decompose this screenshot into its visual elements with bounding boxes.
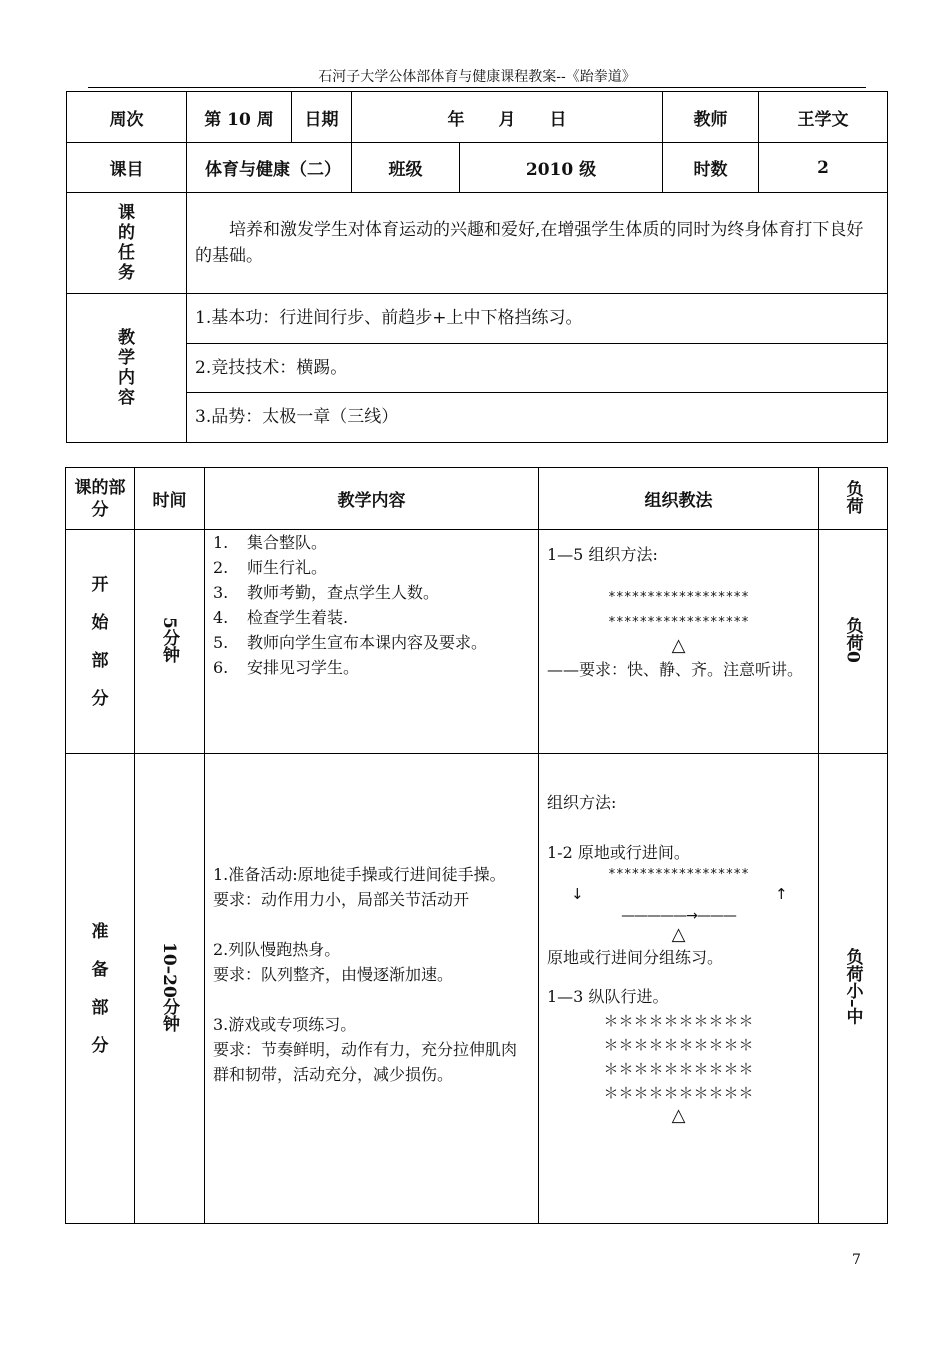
date-value: 年 月 日 — [352, 92, 663, 143]
week-label: 周次 — [67, 92, 187, 143]
teacher-triangle-icon: △ — [671, 924, 686, 945]
arrow-up-icon: ↑ — [775, 885, 788, 903]
header-part: 课的部分 — [66, 468, 135, 530]
running-path-line: —————→——— — [621, 908, 736, 924]
list-item: 6. 安排见习学生。 — [213, 658, 360, 677]
running-loop — [547, 885, 810, 907]
prep-time — [135, 754, 205, 1224]
task-label-char: 务 — [118, 263, 135, 283]
content-label-char: 内 — [118, 368, 135, 388]
header-content: 教学内容 — [205, 468, 539, 530]
content-label-char: 容 — [118, 388, 135, 408]
start-part-char: 分 — [91, 688, 109, 709]
prep-method — [539, 754, 819, 1224]
prep-content-1: 1.准备活动:原地徒手操或行进间徒手操。 — [213, 865, 506, 884]
prep-method-title: 组织方法: — [547, 793, 617, 812]
start-load — [819, 530, 888, 754]
prep-content-3-req: 要求：节奏鲜明，动作有力，充分拉伸肌肉群和韧带，活动充分，减少损伤。 — [213, 1040, 518, 1084]
content-label-char: 学 — [118, 348, 135, 368]
week-value: 第 10 周 — [187, 92, 292, 143]
start-part-char: 部 — [91, 650, 109, 671]
date-label: 日期 — [292, 92, 352, 143]
start-part-label — [66, 530, 135, 754]
start-method-title: 1—5 组织方法: — [547, 545, 658, 564]
prep-time-text: 10–20分钟 — [159, 941, 179, 1032]
start-load-text: 负荷0 — [842, 616, 863, 663]
start-part-char: 始 — [91, 612, 109, 633]
prep-load-text: 负荷小–中 — [842, 948, 863, 1025]
arrow-down-icon: ↓ — [571, 885, 584, 903]
teacher-triangle-icon: △ — [671, 635, 686, 656]
header-method: 组织教法 — [539, 468, 819, 530]
teacher-value: 王学文 — [759, 92, 888, 143]
prep-part-char: 备 — [91, 959, 109, 980]
list-item: 1. 集合整队。 — [213, 533, 328, 552]
header-time: 时间 — [135, 468, 205, 530]
content-label — [67, 294, 187, 443]
prep-content-3: 3.游戏或专项练习。 — [213, 1015, 357, 1034]
start-part-char: 开 — [91, 574, 109, 595]
formation-stars-row: ****************** — [608, 867, 749, 882]
list-item: 5. 教师向学生宣布本课内容及要求。 — [213, 633, 488, 652]
task-label-char: 的 — [118, 223, 135, 243]
teacher-triangle-icon: △ — [671, 1105, 686, 1126]
prep-part-label — [66, 754, 135, 1224]
class-value: 2010 级 — [460, 143, 663, 193]
subject-value: 体育与健康（二） — [187, 143, 352, 193]
task-label — [67, 193, 187, 294]
task-text: 培养和激发学生对体育运动的兴趣和爱好,在增强学生体质的同时为终身体育打下良好的基础。 — [187, 193, 888, 294]
prep-method-2: 原地或行进间分组练习。 — [547, 948, 724, 967]
prep-method-3: 1—3 纵队行进。 — [547, 987, 669, 1006]
header-load-text: 负荷 — [842, 479, 863, 514]
formation-stars-row: ****************** — [608, 590, 749, 605]
column-row: ＊＊＊＊＊＊＊＊＊＊ — [603, 1036, 754, 1054]
column-row: ＊＊＊＊＊＊＊＊＊＊ — [603, 1060, 754, 1078]
prep-content-2: 2.列队慢跑热身。 — [213, 940, 341, 959]
teacher-label: 教师 — [663, 92, 759, 143]
prep-content-1-req: 要求：动作用力小，局部关节活动开 — [213, 890, 470, 909]
lesson-plan-table — [65, 467, 888, 1224]
hours-label: 时数 — [663, 143, 759, 193]
prep-part-char: 部 — [91, 997, 109, 1018]
start-time-text: 5分钟 — [159, 616, 179, 663]
hours-value: 2 — [759, 143, 888, 193]
page-number: 7 — [852, 1252, 861, 1268]
list-item: 3. 教师考勤，查点学生人数。 — [213, 583, 440, 602]
content-label-char: 教 — [118, 328, 135, 348]
start-requirement: ——要求：快、静、齐。注意听讲。 — [547, 660, 804, 679]
prep-content-2-req: 要求：队列整齐，由慢逐渐加速。 — [213, 965, 454, 984]
start-time — [135, 530, 205, 754]
prep-content — [205, 754, 539, 1224]
header-load — [819, 468, 888, 530]
prep-part-char: 准 — [91, 921, 109, 942]
start-content — [205, 530, 539, 754]
start-method — [539, 530, 819, 754]
subject-label: 课目 — [67, 143, 187, 193]
prep-method-1: 1-2 原地或行进间。 — [547, 843, 690, 862]
course-info-table — [66, 91, 888, 443]
prep-load — [819, 754, 888, 1224]
content-item-1: 1.基本功：行进间行步、前趋步+上中下格挡练习。 — [187, 294, 888, 344]
task-label-char: 课 — [118, 203, 135, 223]
prep-part-char: 分 — [91, 1035, 109, 1056]
start-content-list — [213, 530, 530, 680]
class-label: 班级 — [352, 143, 460, 193]
list-item: 2. 师生行礼。 — [213, 558, 328, 577]
list-item: 4. 检查学生着装. — [213, 608, 349, 627]
page-header: 石河子大学公体部体育与健康课程教案--《跆拳道》 — [88, 68, 866, 88]
content-item-2: 2.竞技技术：横踢。 — [187, 344, 888, 393]
content-item-3: 3.品势：太极一章（三线） — [187, 393, 888, 443]
column-row: ＊＊＊＊＊＊＊＊＊＊ — [603, 1012, 754, 1030]
column-row: ＊＊＊＊＊＊＊＊＊＊ — [603, 1084, 754, 1102]
formation-stars-row: ****************** — [608, 615, 749, 630]
task-label-char: 任 — [118, 243, 135, 263]
